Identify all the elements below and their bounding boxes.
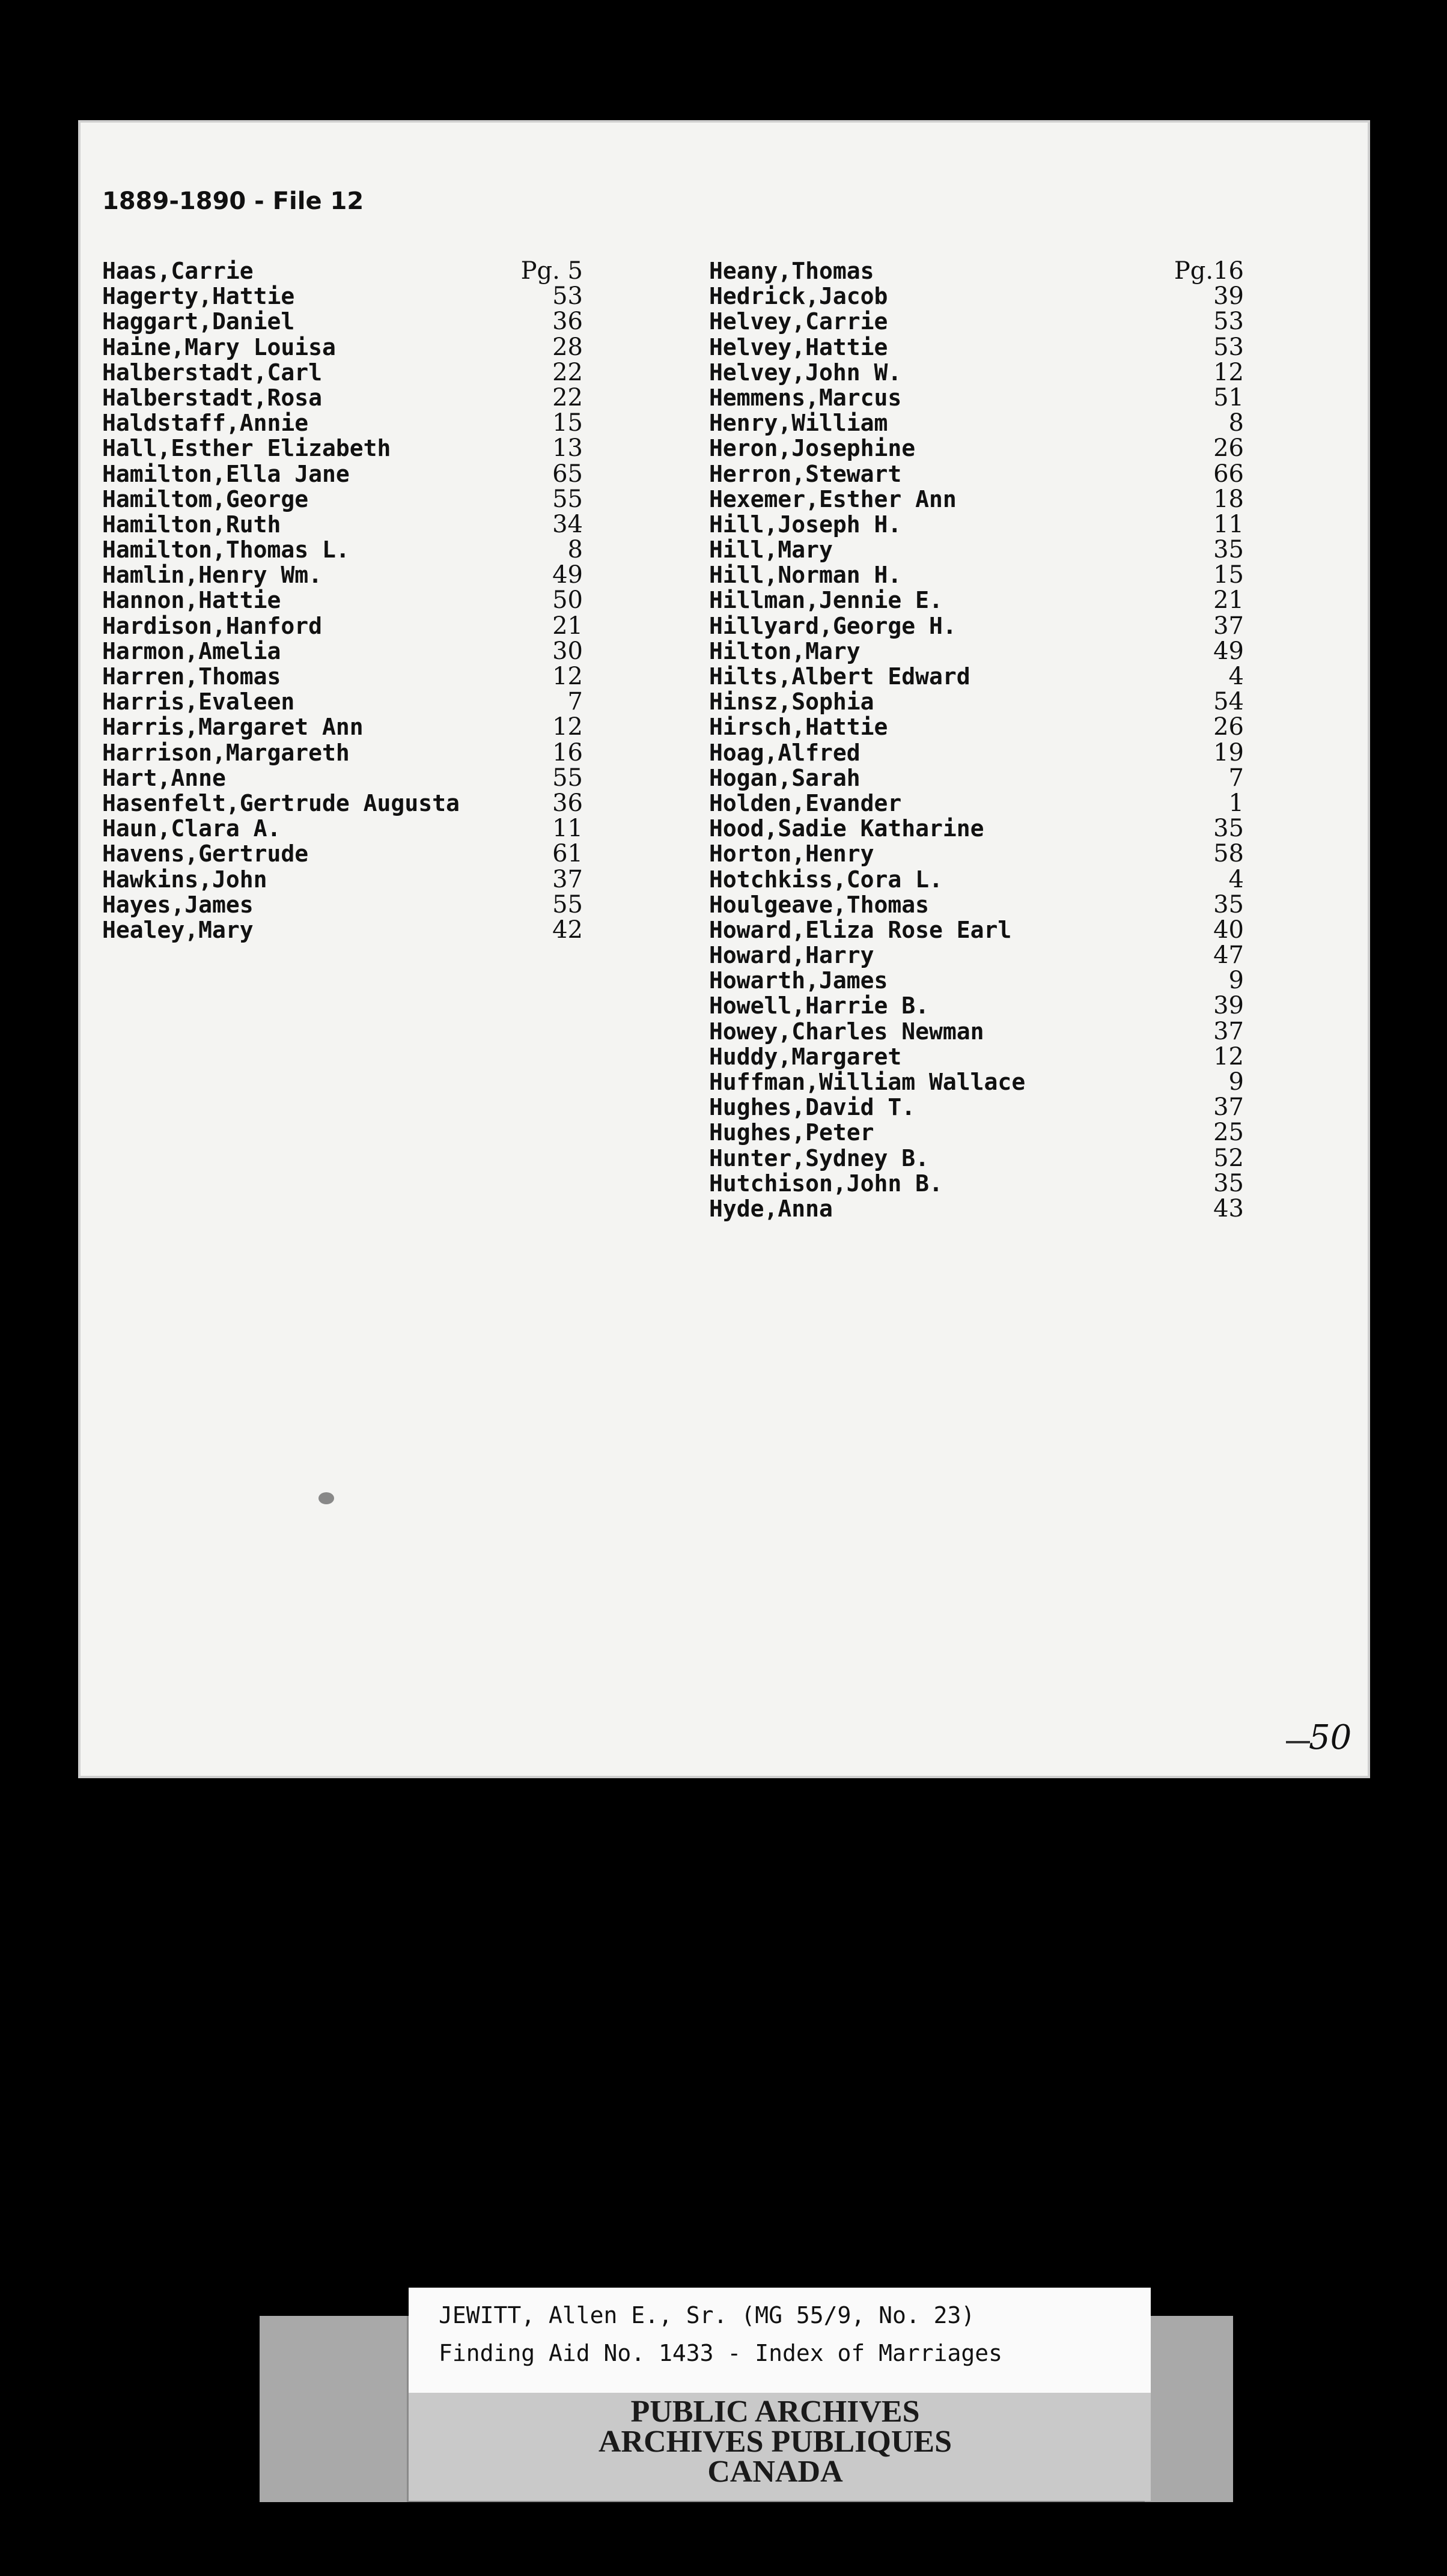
entry-name: Holden,Evander xyxy=(709,789,902,816)
entry-name: Hyde,Anna xyxy=(709,1195,833,1222)
entry-name: Hamilton,Thomas L. xyxy=(102,536,350,564)
entry-page: 4 xyxy=(1228,865,1244,893)
index-entry xyxy=(102,791,583,816)
index-entry xyxy=(102,765,583,791)
index-entry xyxy=(102,537,583,562)
index-column-left xyxy=(102,258,583,943)
index-entry xyxy=(102,335,583,360)
entry-page: 55 xyxy=(552,890,583,919)
index-entry xyxy=(709,917,1244,943)
entry-page: 54 xyxy=(1213,688,1244,716)
entry-name: Haggart,Daniel xyxy=(102,308,295,335)
entry-page: 37 xyxy=(1213,1093,1244,1122)
stamp-line-3: CANADA xyxy=(707,2455,843,2489)
index-entry xyxy=(102,917,583,943)
entry-name: Hillyard,George H. xyxy=(709,612,957,639)
entry-page: 28 xyxy=(552,333,583,361)
index-entry xyxy=(102,512,583,537)
entry-name: Howard,Eliza Rose Earl xyxy=(709,916,1012,943)
entry-page: 15 xyxy=(1213,561,1244,589)
entry-page: 49 xyxy=(1213,637,1244,665)
entry-page: 37 xyxy=(1213,612,1244,640)
index-entry xyxy=(709,537,1244,562)
entry-name: Helvey,Hattie xyxy=(709,333,888,360)
entry-name: Halberstadt,Carl xyxy=(102,359,323,386)
entry-page: 22 xyxy=(552,358,583,386)
index-entry xyxy=(709,639,1244,664)
entry-name: Hirsch,Hattie xyxy=(709,714,888,741)
index-entry xyxy=(709,385,1244,410)
entry-name: Hinsz,Sophia xyxy=(709,688,874,715)
index-entry xyxy=(709,360,1244,385)
entry-page: 40 xyxy=(1213,916,1244,944)
entry-name: Heany,Thomas xyxy=(709,258,874,284)
stamp-line-2: ARCHIVES PUBLIQUES xyxy=(598,2425,952,2459)
entry-name: Hedrick,Jacob xyxy=(709,283,888,310)
entry-name: Havens,Gertrude xyxy=(102,840,309,867)
entry-page: 7 xyxy=(567,688,583,716)
entry-page: 52 xyxy=(1213,1144,1244,1172)
file-header: 1889-1890 - File 12 xyxy=(102,187,364,215)
entry-page: 11 xyxy=(552,815,583,843)
ink-smudge xyxy=(318,1492,334,1504)
index-entry xyxy=(709,740,1244,765)
entry-page: 42 xyxy=(552,916,583,944)
entry-page: 35 xyxy=(1213,536,1244,564)
index-entry xyxy=(709,284,1244,309)
entry-page: 55 xyxy=(552,485,583,513)
entry-name: Hilts,Albert Edward xyxy=(709,663,970,690)
entry-page: 39 xyxy=(1213,992,1244,1020)
index-entry xyxy=(709,1196,1244,1221)
entry-page: 55 xyxy=(552,764,583,792)
entry-name: Huddy,Margaret xyxy=(709,1043,902,1070)
index-entry xyxy=(709,1120,1244,1145)
entry-page: 21 xyxy=(552,612,583,640)
footer-card-edge-right xyxy=(1145,2316,1233,2502)
entry-page: 12 xyxy=(1213,358,1244,386)
entry-page: 53 xyxy=(1213,308,1244,336)
index-entry xyxy=(709,258,1244,284)
entry-page: 11 xyxy=(1213,510,1244,538)
index-entry xyxy=(102,258,583,284)
entry-page: 66 xyxy=(1213,460,1244,488)
entry-page: 35 xyxy=(1213,1169,1244,1197)
entry-name: Hillman,Jennie E. xyxy=(709,587,943,614)
index-entry xyxy=(709,765,1244,791)
entry-page: 15 xyxy=(552,409,583,437)
entry-page: 30 xyxy=(552,637,583,665)
entry-page: 53 xyxy=(552,282,583,311)
entry-name: Hayes,James xyxy=(102,891,254,918)
entry-name: Herron,Stewart xyxy=(709,460,902,487)
index-entry xyxy=(102,410,583,436)
entry-name: Haas,Carrie xyxy=(102,258,254,284)
index-entry xyxy=(102,689,583,714)
entry-page: 7 xyxy=(1228,764,1244,792)
index-entry xyxy=(709,1095,1244,1120)
entry-name: Howard,Harry xyxy=(709,942,874,969)
entry-name: Hall,Esther Elizabeth xyxy=(102,435,391,462)
index-entry xyxy=(709,943,1244,968)
index-entry xyxy=(709,664,1244,689)
index-entry xyxy=(709,436,1244,461)
archives-stamp xyxy=(415,2397,1136,2487)
entry-page: 37 xyxy=(552,865,583,893)
index-entry xyxy=(709,1044,1244,1069)
entry-name: Hogan,Sarah xyxy=(709,764,861,791)
entry-name: Haldstaff,Annie xyxy=(102,410,309,437)
entry-name: Huffman,William Wallace xyxy=(709,1069,1026,1095)
index-entry xyxy=(102,360,583,385)
entry-page: 26 xyxy=(1213,713,1244,741)
index-entry xyxy=(709,1171,1244,1196)
index-entry xyxy=(709,892,1244,917)
entry-page: 65 xyxy=(552,460,583,488)
entry-page: 49 xyxy=(552,561,583,589)
entry-name: Hill,Mary xyxy=(709,536,833,564)
entry-page: 26 xyxy=(1213,434,1244,463)
entry-page: 37 xyxy=(1213,1017,1244,1045)
entry-name: Howarth,James xyxy=(709,967,888,994)
entry-page: 47 xyxy=(1213,941,1244,970)
index-entry xyxy=(709,1069,1244,1095)
entry-name: Harrison,Margareth xyxy=(102,739,350,766)
index-entry xyxy=(709,689,1244,714)
index-entry xyxy=(709,562,1244,588)
entry-name: Hamiltom,George xyxy=(102,485,309,512)
index-entry xyxy=(102,309,583,334)
index-entry xyxy=(709,993,1244,1018)
collection-reference: JEWITT, Allen E., Sr. (MG 55/9, No. 23) xyxy=(439,2302,975,2328)
index-entry xyxy=(102,867,583,892)
entry-page: 61 xyxy=(552,840,583,868)
index-entry xyxy=(102,639,583,664)
entry-name: Hutchison,John B. xyxy=(709,1170,943,1197)
entry-page: 35 xyxy=(1213,890,1244,919)
index-entry xyxy=(709,410,1244,436)
entry-page: 22 xyxy=(552,383,583,412)
page-number-dash xyxy=(1286,1741,1310,1743)
index-entry xyxy=(102,841,583,866)
index-entry xyxy=(102,461,583,487)
entry-name: Healey,Mary xyxy=(102,916,254,943)
entry-name: Hill,Norman H. xyxy=(709,562,902,589)
index-entry xyxy=(709,867,1244,892)
entry-name: Henry,William xyxy=(709,410,888,437)
entry-page: 1 xyxy=(1228,789,1244,817)
entry-page: 9 xyxy=(1228,1068,1244,1096)
index-entry xyxy=(709,841,1244,866)
index-entry xyxy=(709,512,1244,537)
entry-name: Howey,Charles Newman xyxy=(709,1018,984,1045)
index-column-right xyxy=(709,258,1244,1221)
index-entry xyxy=(709,588,1244,613)
entry-name: Harris,Margaret Ann xyxy=(102,714,364,741)
entry-page: 53 xyxy=(1213,333,1244,361)
index-entry xyxy=(102,436,583,461)
entry-name: Hill,Joseph H. xyxy=(709,511,902,538)
entry-name: Haine,Mary Louisa xyxy=(102,333,336,360)
index-entry xyxy=(709,816,1244,841)
entry-name: Helvey,John W. xyxy=(709,359,902,386)
index-entry xyxy=(102,562,583,588)
entry-page: 13 xyxy=(552,434,583,463)
index-entry xyxy=(102,664,583,689)
entry-page: 50 xyxy=(552,586,583,615)
entry-name: Hemmens,Marcus xyxy=(709,384,902,411)
entry-name: Hoag,Alfred xyxy=(709,739,861,766)
entry-page: 8 xyxy=(1228,409,1244,437)
entry-page: 34 xyxy=(552,510,583,538)
index-entry xyxy=(709,714,1244,740)
entry-name: Hughes,Peter xyxy=(709,1119,874,1146)
entry-name: Harren,Thomas xyxy=(102,663,281,690)
entry-name: Helvey,Carrie xyxy=(709,308,888,335)
entry-name: Halberstadt,Rosa xyxy=(102,384,323,411)
entry-page: 43 xyxy=(1213,1194,1244,1223)
index-entry xyxy=(709,335,1244,360)
entry-page: 36 xyxy=(552,789,583,817)
entry-page: 39 xyxy=(1213,282,1244,311)
entry-name: Heron,Josephine xyxy=(709,435,916,462)
entry-name: Hawkins,John xyxy=(102,866,267,893)
index-entry xyxy=(709,309,1244,334)
entry-name: Hotchkiss,Cora L. xyxy=(709,866,943,893)
index-entry xyxy=(709,487,1244,512)
index-entry xyxy=(709,791,1244,816)
entry-name: Hart,Anne xyxy=(102,764,226,791)
entry-page: 8 xyxy=(567,536,583,564)
entry-name: Hamilton,Ella Jane xyxy=(102,460,350,487)
entry-page: 51 xyxy=(1213,383,1244,412)
index-entry xyxy=(102,816,583,841)
entry-name: Hughes,David T. xyxy=(709,1094,916,1121)
index-entry xyxy=(709,461,1244,487)
index-entry xyxy=(102,284,583,309)
index-entry xyxy=(102,892,583,917)
entry-page: Pg.16 xyxy=(1174,257,1244,285)
entry-name: Horton,Henry xyxy=(709,840,874,867)
entry-name: Hardison,Hanford xyxy=(102,612,323,639)
entry-page: 9 xyxy=(1228,967,1244,995)
entry-page: 58 xyxy=(1213,840,1244,868)
entry-page: 4 xyxy=(1228,663,1244,690)
index-entry xyxy=(709,1146,1244,1171)
index-entry xyxy=(709,613,1244,639)
entry-name: Hagerty,Hattie xyxy=(102,283,295,310)
entry-name: Hasenfelt,Gertrude Augusta xyxy=(102,789,460,816)
footer-card-edge-left xyxy=(260,2316,407,2502)
entry-name: Hood,Sadie Katharine xyxy=(709,815,984,842)
entry-page: 36 xyxy=(552,308,583,336)
entry-page: Pg. 5 xyxy=(520,257,583,285)
entry-name: Hannon,Hattie xyxy=(102,587,281,614)
entry-name: Harris,Evaleen xyxy=(102,688,295,715)
index-entry xyxy=(102,588,583,613)
entry-page: 21 xyxy=(1213,586,1244,615)
entry-name: Hamlin,Henry Wm. xyxy=(102,562,323,589)
entry-page: 12 xyxy=(1213,1042,1244,1071)
entry-name: Hexemer,Esther Ann xyxy=(709,485,957,512)
index-entry xyxy=(102,740,583,765)
entry-page: 25 xyxy=(1213,1119,1244,1147)
stamp-line-1: PUBLIC ARCHIVES xyxy=(630,2395,920,2429)
entry-page: 12 xyxy=(552,713,583,741)
page-number: 50 xyxy=(1309,1718,1352,1757)
entry-name: Haun,Clara A. xyxy=(102,815,281,842)
entry-name: Hamilton,Ruth xyxy=(102,511,281,538)
entry-page: 18 xyxy=(1213,485,1244,513)
index-entry xyxy=(709,1019,1244,1044)
index-entry xyxy=(102,714,583,740)
entry-name: Hilton,Mary xyxy=(709,637,861,664)
entry-name: Hunter,Sydney B. xyxy=(709,1144,930,1171)
entry-page: 16 xyxy=(552,738,583,767)
entry-page: 19 xyxy=(1213,738,1244,767)
entry-name: Howell,Harrie B. xyxy=(709,992,930,1019)
index-entry xyxy=(709,968,1244,993)
index-entry xyxy=(102,385,583,410)
index-entry xyxy=(102,613,583,639)
index-entry xyxy=(102,487,583,512)
entry-page: 35 xyxy=(1213,815,1244,843)
entry-name: Houlgeave,Thomas xyxy=(709,891,930,918)
entry-page: 12 xyxy=(552,663,583,690)
entry-name: Harmon,Amelia xyxy=(102,637,281,664)
finding-aid-title: Finding Aid No. 1433 - Index of Marriages xyxy=(439,2340,1002,2366)
